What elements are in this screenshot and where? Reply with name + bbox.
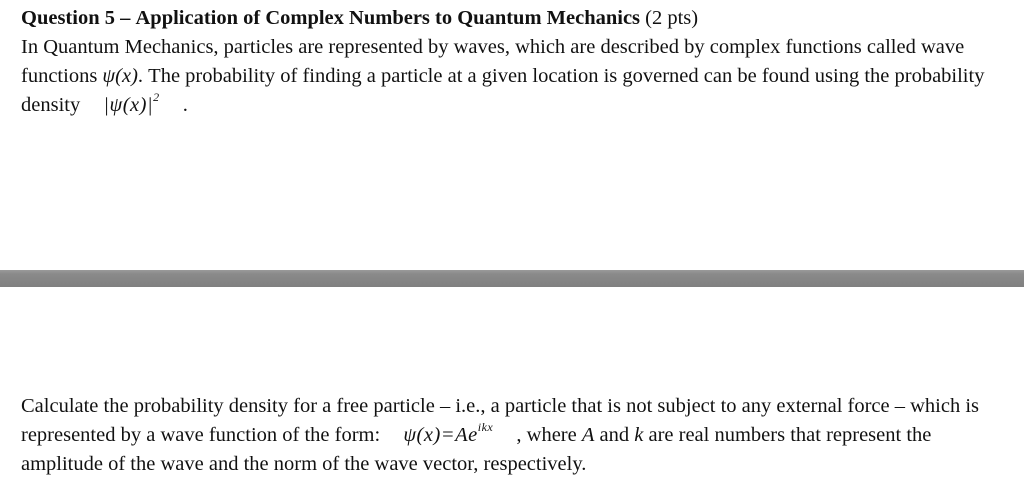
intro-text-1: In Quantum Mechanics, particles are represented by waves, which are described by complex functions called wave functions	[21, 36, 965, 87]
variable-k: k	[634, 424, 644, 446]
wave-exponent: ikx	[477, 420, 494, 434]
wave-function-formula: $\psi(x)=Ae^{ikx}$	[403, 420, 494, 446]
psi-of-x: ψ(x)	[102, 65, 138, 87]
intro-period: .	[182, 94, 188, 116]
question-section	[21, 4, 1004, 120]
probability-density-formula: $|\psi(x)|^2$	[103, 90, 160, 116]
question-title: Application of Complex Numbers to Quantum Mechanics	[135, 7, 641, 29]
intro-text-2: . The probability of finding a particle at a given location is governed can be found using the probability density	[21, 65, 985, 116]
task-text-and: and	[599, 424, 630, 446]
intro-paragraph	[21, 33, 1004, 120]
question-header	[21, 4, 1004, 33]
task-text-1: Calculate the probability density for a free particle – i.e., a particle that is not subject to any external force – which is represented by a wave function of the form:	[21, 395, 980, 446]
question-points: (2 pts)	[645, 7, 699, 29]
variable-a: A	[581, 424, 595, 446]
task-text-3: are real numbers that represent the amplitude of the wave and the norm of the wave vector, respectively.	[21, 424, 932, 475]
question-number: Question 5 –	[21, 7, 131, 29]
section-divider	[0, 270, 1024, 287]
task-paragraph	[21, 392, 1004, 479]
density-exponent: 2	[153, 90, 160, 104]
task-text-2: , where	[516, 424, 577, 446]
